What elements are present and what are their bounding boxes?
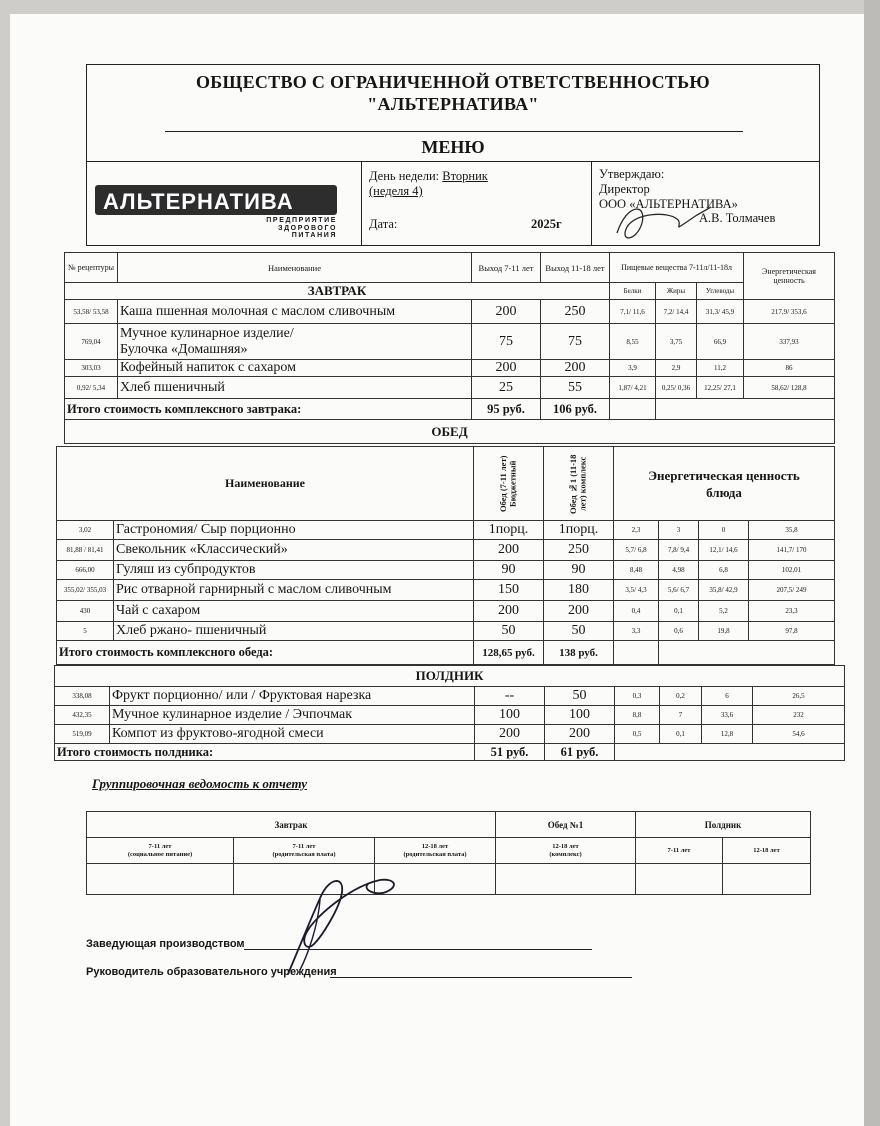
grouping-report-title: Группировочная ведомость к отчету <box>92 776 308 791</box>
col-carbs: Углеводы <box>697 283 744 300</box>
table-row: 5 Хлеб ржано- пшеничный 50 50 3,3 0,6 19,8 97,8 <box>57 622 835 641</box>
lunch-col-11-18: Обед №1 (11-18 лет) комплекс <box>568 453 588 514</box>
group-snack: Полдник <box>636 812 811 838</box>
group-empty-row <box>87 864 811 895</box>
col-name: Наименование <box>118 253 472 283</box>
table-row: 0,92/ 5,34 Хлеб пшеничный 25 55 1,87/ 4,21 0,25/ 0,36 12,25/ 27,1 58,62/ 128,8 <box>65 377 835 399</box>
col-proteins: Белки <box>610 283 656 300</box>
lunch-col-energy: Энергетическая ценность блюда <box>614 447 835 521</box>
org-line-2: "АЛЬТЕРНАТИВА" <box>367 94 539 114</box>
week-number: (неделя 4) <box>369 184 423 198</box>
table-row: 432,35 Мучное кулинарное изделие / Эчпочмак 100 100 8,8 7 33,6 232 <box>55 706 845 725</box>
breakfast-total-7-11: 95 руб. <box>472 399 541 420</box>
weekday-field: День недели: Вторник (неделя 4) <box>369 169 488 198</box>
handwritten-signature <box>260 866 420 986</box>
organization-name <box>87 71 819 115</box>
table-row: 430 Чай с сахаром 200 200 0,4 0,1 5,2 23,3 <box>57 601 835 622</box>
logo-wordmark: АЛЬТЕРНАТИВА <box>103 189 294 214</box>
org-line-1: ОБЩЕСТВО С ОГРАНИЧЕННОЙ ОТВЕТСТВЕННОСТЬЮ <box>196 72 710 92</box>
section-snack: ПОЛДНИК <box>55 666 845 687</box>
director-signature <box>607 193 717 247</box>
lunch-table <box>56 446 835 665</box>
page-edge-shadow <box>864 0 880 1126</box>
col-output-11-18: Выход 11-18 лет <box>541 253 610 283</box>
lunch-col-7-11: Обед (7-11 лет) Бюджетный <box>498 455 518 512</box>
col-output-7-11: Выход 7-11 лет <box>472 253 541 283</box>
table-row: 666,00 Гуляш из субпродуктов 90 90 8,48 4,98 6,8 102,01 <box>57 561 835 580</box>
header-col-divider-2 <box>591 161 592 245</box>
group-lunch: Обед №1 <box>496 812 636 838</box>
col-nutrients: Пищевые вещества 7-11л/11-18л <box>610 253 744 283</box>
group-breakfast: Завтрак <box>87 812 496 838</box>
col-fats: Жиры <box>656 283 697 300</box>
manager-label: Заведующая производством <box>86 938 245 950</box>
title-rule <box>165 131 743 132</box>
col-energy: Энергетическая ценность <box>744 253 835 300</box>
header-col-divider-1 <box>361 161 362 245</box>
company-logo <box>95 185 337 241</box>
weekday-value: Вторник <box>442 169 488 183</box>
table-row: 338,08 Фрукт порционно/ или / Фруктовая нарезка -- 50 0,3 0,2 6 26,5 <box>55 687 845 706</box>
table-row: 303,03 Кофейный напиток с сахаром 200 200 3,9 2,9 11,2 86 <box>65 360 835 377</box>
section-lunch: ОБЕД <box>65 420 835 444</box>
table-row: 519,09 Компот из фруктово-ягодной смеси 200 200 0,5 0,1 12,8 54,6 <box>55 725 845 744</box>
lunch-total-11-18: 138 руб. <box>544 641 614 665</box>
lunch-total-7-11: 128,65 руб. <box>474 641 544 665</box>
snack-total-label: Итого стоимость полдника: <box>55 744 475 761</box>
table-row: 3,02 Гастрономия/ Сыр порционно 1порц. 1порц. 2,3 3 0 35,8 <box>57 521 835 540</box>
group-col-6: 12-18 лет <box>723 838 811 864</box>
head-label: Руководитель образовательного учреждения <box>86 966 337 978</box>
menu-title: МЕНЮ <box>421 137 485 157</box>
table-row: 53,58/ 53,58 Каша пшенная молочная с маслом сливочным 200 250 7,1/ 11,6 7,2/ 14,4 31,3/ 45,9 217,9/ 353,6 <box>65 300 835 324</box>
approval-block: Утверждаю: Директор ООО «АЛЬТЕРНАТИВА» <box>599 167 738 211</box>
director-name: А.В. Толмачев <box>699 211 776 225</box>
breakfast-total-11-18: 106 руб. <box>541 399 610 420</box>
group-col-2: 7-11 лет (родительская плата) <box>234 838 375 864</box>
menu-header <box>86 64 820 246</box>
lunch-total-label: Итого стоимость комплексного обеда: <box>57 641 474 665</box>
logo-subtitle: ПРЕДПРИЯТИЕ ЗДОРОВОГО ПИТАНИЯ <box>266 217 337 239</box>
group-col-1: 7-11 лет (социальное питание) <box>87 838 234 864</box>
breakfast-total-label: Итого стоимость комплексного завтрака: <box>65 399 472 420</box>
group-col-5: 7-11 лет <box>636 838 723 864</box>
snack-total-7-11: 51 руб. <box>475 744 545 761</box>
table-row: 769,04 Мучное кулинарное изделие/ Булочка «Домашняя» 75 75 8,55 3,75 66,9 337,93 <box>65 324 835 360</box>
snack-table <box>54 665 845 761</box>
snack-total-11-18: 61 руб. <box>545 744 615 761</box>
section-breakfast: ЗАВТРАК <box>65 283 610 300</box>
grouping-report-table <box>86 811 811 895</box>
col-recipe: № рецептуры <box>65 253 118 283</box>
date-year: 2025г <box>531 217 562 231</box>
table-row: 81,88 / 81,41 Свекольник «Классический» 200 250 5,7/ 6,8 7,8/ 9,4 12,1/ 14,6 141,7/ 170 <box>57 540 835 561</box>
group-col-3: 12-18 лет (родительская плата) <box>375 838 496 864</box>
lunch-col-name: Наименование <box>57 447 474 521</box>
date-label: Дата: <box>369 217 398 231</box>
breakfast-table <box>64 252 835 444</box>
group-col-4: 12-18 лет (комплекс) <box>496 838 636 864</box>
header-divider <box>87 161 819 162</box>
table-row: 355,02/ 355,03 Рис отварной гарнирный с маслом сливочным 150 180 3,5/ 4,3 5,6/ 6,7 35,8/ 42,9 207,5/ 249 <box>57 580 835 601</box>
